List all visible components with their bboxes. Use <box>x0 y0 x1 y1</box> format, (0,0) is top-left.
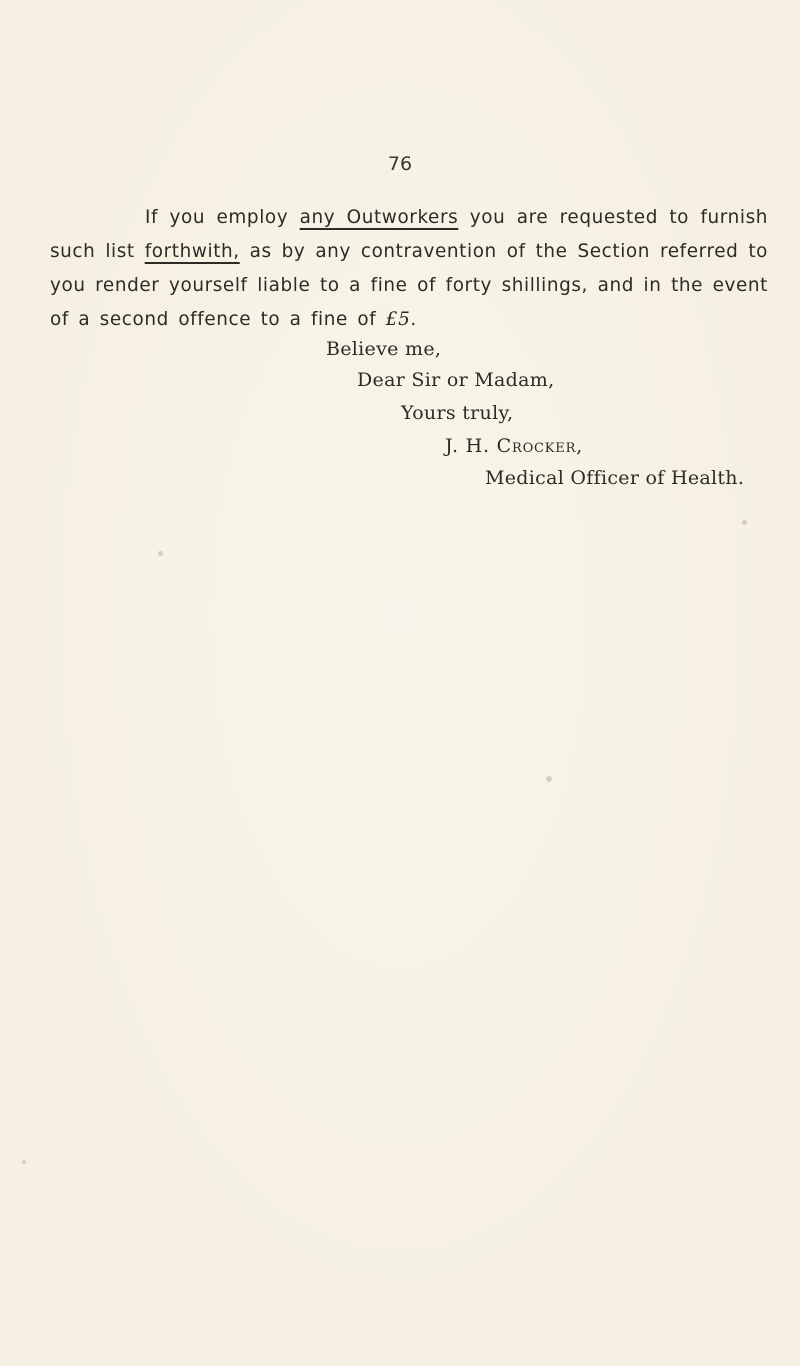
closing-yours-truly: Yours truly, <box>401 402 514 424</box>
underlined-any-outworkers: any Outworkers <box>299 207 459 228</box>
paper-speck <box>22 1160 26 1164</box>
closing-believe-me: Believe me, <box>326 338 442 360</box>
paper-speck <box>742 520 747 525</box>
paragraph-text-2: you are requested to furnish such list <box>50 207 769 262</box>
page-number: 76 <box>387 153 413 175</box>
signature-title: Medical Officer of Health. <box>485 467 745 489</box>
paper-speck <box>546 776 552 782</box>
fine-amount: £5. <box>385 309 417 330</box>
underlined-forthwith: forthwith, <box>144 241 240 262</box>
body-paragraph <box>50 201 768 337</box>
closing-salutation: Dear Sir or Madam, <box>357 369 555 391</box>
paper-speck <box>158 551 163 556</box>
paragraph-text-3: as by any contravention of the Section referred to you render yourself liable to a fine of forty shillings, and in the event of a second offence to a fine of <box>50 241 768 330</box>
paragraph-text-1: If you employ <box>145 207 300 228</box>
signature-name: J. H. Crocker, <box>445 435 584 457</box>
